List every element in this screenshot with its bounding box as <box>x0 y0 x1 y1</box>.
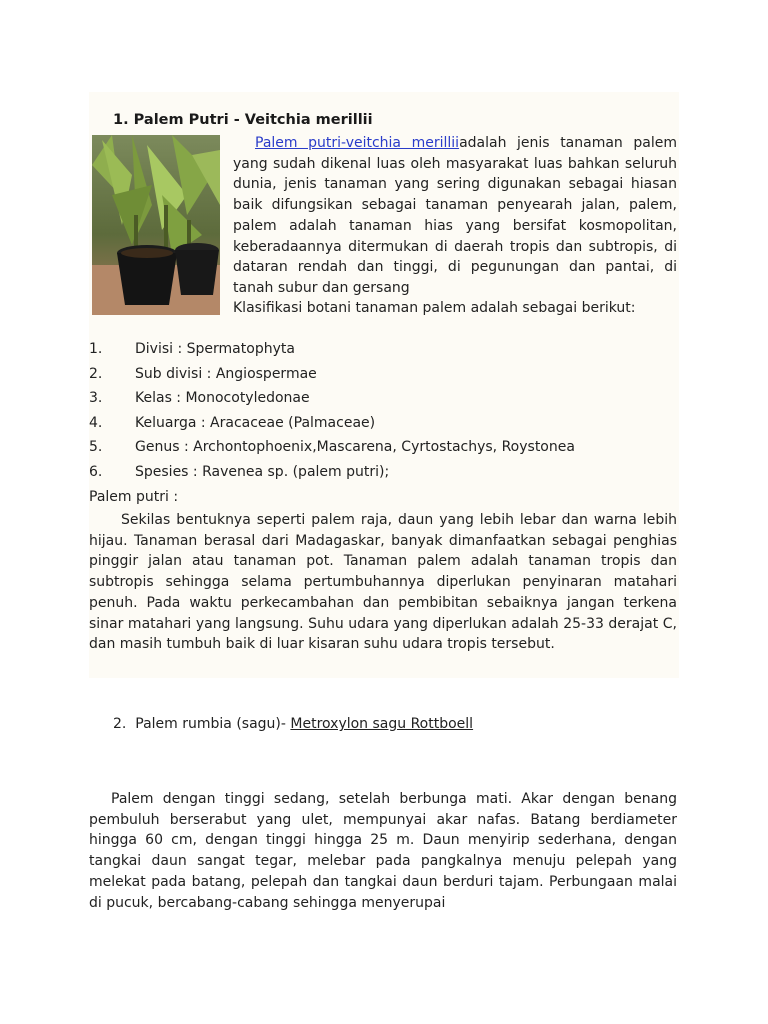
list-text: Spesies : Ravenea sp. (palem putri); <box>135 463 390 480</box>
section-1-intro <box>233 133 677 299</box>
palem-putri-label: Palem putri : <box>89 489 179 505</box>
section-1-heading <box>113 112 373 128</box>
list-number: 1. <box>89 341 103 357</box>
intro-paragraph <box>233 133 677 299</box>
section-2-text: Palem dengan tinggi sedang, setelah berbunga mati. Akar dengan benang pembuluh berserabut yang ulet, mempunyai akar nafas. Batang berdiameter hingga 60 cm, dengan tinggi hingga 25 m. Daun menyirip sederhana, dengan tangkai daun sangat tegar, melebar pada pangkalnya menuju pelepah yang melekat pada batang, pelepah dan tangkai daun berduri tajam. Perbungaan malai di pucuk, bercabang-cabang sehingga menyerupai <box>89 791 677 911</box>
list-number: 4. <box>89 414 103 431</box>
section-2-title: Palem rumbia (sagu)- <box>135 716 286 732</box>
list-text: Sub divisi : Angiospermae <box>135 365 317 382</box>
section-2-heading <box>113 716 473 732</box>
section-1-title: Palem Putri - Veitchia merillii <box>133 112 373 128</box>
section-2-number: 2. <box>113 716 127 732</box>
palem-putri-description <box>89 510 677 655</box>
intro-text: adalah jenis tanaman palem yang sudah dikenal luas oleh masyarakat luas bahkan seluruh dunia, jenis tanaman yang sering digunakan sebagai hiasan baik difungsikan sebagai tanaman penyearah jalan, palem, palem adalah tanaman hias yang bersifat kosmopolitan, keberadaannya ditermukan di daerah tropis dan subtropis, di dataran rendah dan tinggi, di pegunungan dan pantai, di tanah subur dan gersang <box>233 135 677 296</box>
list-text: Kelas : Monocotyledonae <box>135 390 310 407</box>
metroxylon-link[interactable]: Metroxylon sagu Rottboell <box>290 716 474 732</box>
section-2-paragraph <box>89 789 677 913</box>
description-text: Sekilas bentuknya seperti palem raja, daun yang lebih lebar dan warna lebih hijau. Tanaman berasal dari Madagaskar, banyak dimanfaatkan sebagai penghias pinggir jalan atau tanaman pot. Tanaman palem adalah tanaman tropis dan subtropis sehingga selama pertumbuhannya diperlukan penyinaran matahari penuh. Pada waktu perkecambahan dan pembibitan sebaiknya jangan terkena sinar matahari yang langsung. Suhu udara yang diperlukan adalah 25-33 derajat C, dan masih tumbuh baik di luar kisaran suhu udara tropis tersebut. <box>89 512 677 653</box>
list-text: Keluarga : Aracaceae (Palmaceae) <box>135 414 376 431</box>
list-number: 6. <box>89 463 103 480</box>
palm-photo-image <box>92 135 220 315</box>
classification-intro: Klasifikasi botani tanaman palem adalah sebagai berikut: <box>233 300 636 316</box>
list-number: 5. <box>89 439 103 456</box>
section-1-number: 1. <box>113 112 129 128</box>
list-number: 2. <box>89 365 103 382</box>
list-number: 3. <box>89 390 103 407</box>
palm-photo <box>92 135 220 315</box>
palem-putri-link[interactable]: Palem putri-veitchia merillii <box>255 135 460 151</box>
list-text: Divisi : Spermatophyta <box>135 341 295 357</box>
list-text: Genus : Archontophoenix,Mascarena, Cyrtostachys, Roystonea <box>135 439 575 456</box>
